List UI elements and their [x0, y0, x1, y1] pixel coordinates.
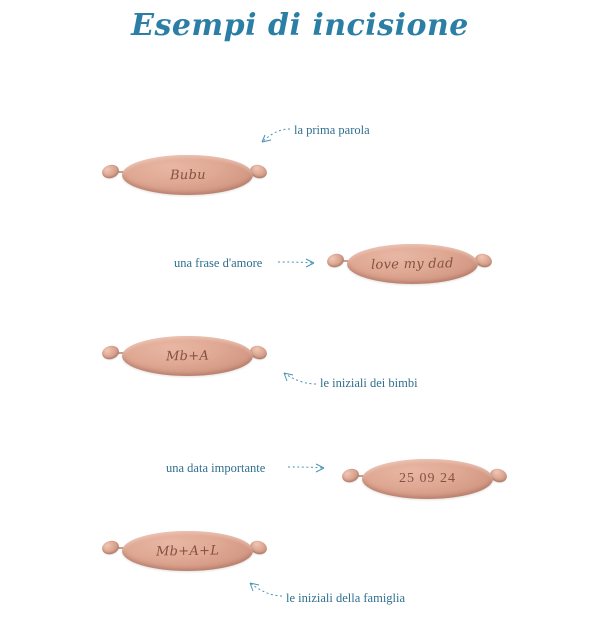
engraving-text-1: Bubu — [169, 167, 206, 183]
callout-arrow-2 — [276, 250, 322, 272]
bracelet-3 — [100, 333, 275, 379]
engraving-plate-1 — [122, 155, 253, 195]
callout-arrow-4 — [286, 455, 332, 477]
engraving-plate-4 — [362, 459, 493, 499]
bracelet-1 — [100, 152, 275, 198]
bead-left — [341, 467, 361, 484]
engraving-plate-5 — [122, 531, 253, 571]
callout-label-5: le iniziali della famiglia — [286, 591, 406, 605]
callout-arrow-1 — [246, 121, 292, 143]
engraving-text-4: 25 09 24 — [399, 471, 456, 486]
bead-left — [326, 252, 346, 269]
engraving-text-3: Mb+A — [165, 348, 210, 364]
bead-left — [101, 163, 121, 180]
callout-label-1: la prima parola — [294, 123, 370, 137]
callout-label-2: una frase d'amore — [174, 256, 263, 270]
bracelet-5 — [100, 528, 275, 574]
bead-left — [101, 344, 121, 361]
callout-arrow-3 — [272, 367, 318, 389]
bead-left — [101, 539, 121, 556]
engraving-text-2: love my dad — [371, 255, 454, 273]
engraving-text-5: Mb+A+L — [155, 542, 220, 560]
engraving-plate-3 — [122, 336, 253, 376]
bracelet-2 — [325, 241, 500, 287]
bracelet-4 — [340, 456, 515, 502]
page-title: Esempi di incisione — [131, 8, 469, 43]
engraving-plate-2 — [347, 244, 478, 284]
callout-label-4: una data importante — [166, 461, 266, 475]
callout-label-3: le iniziali dei bimbi — [320, 376, 418, 390]
callout-arrow-5 — [238, 578, 284, 600]
